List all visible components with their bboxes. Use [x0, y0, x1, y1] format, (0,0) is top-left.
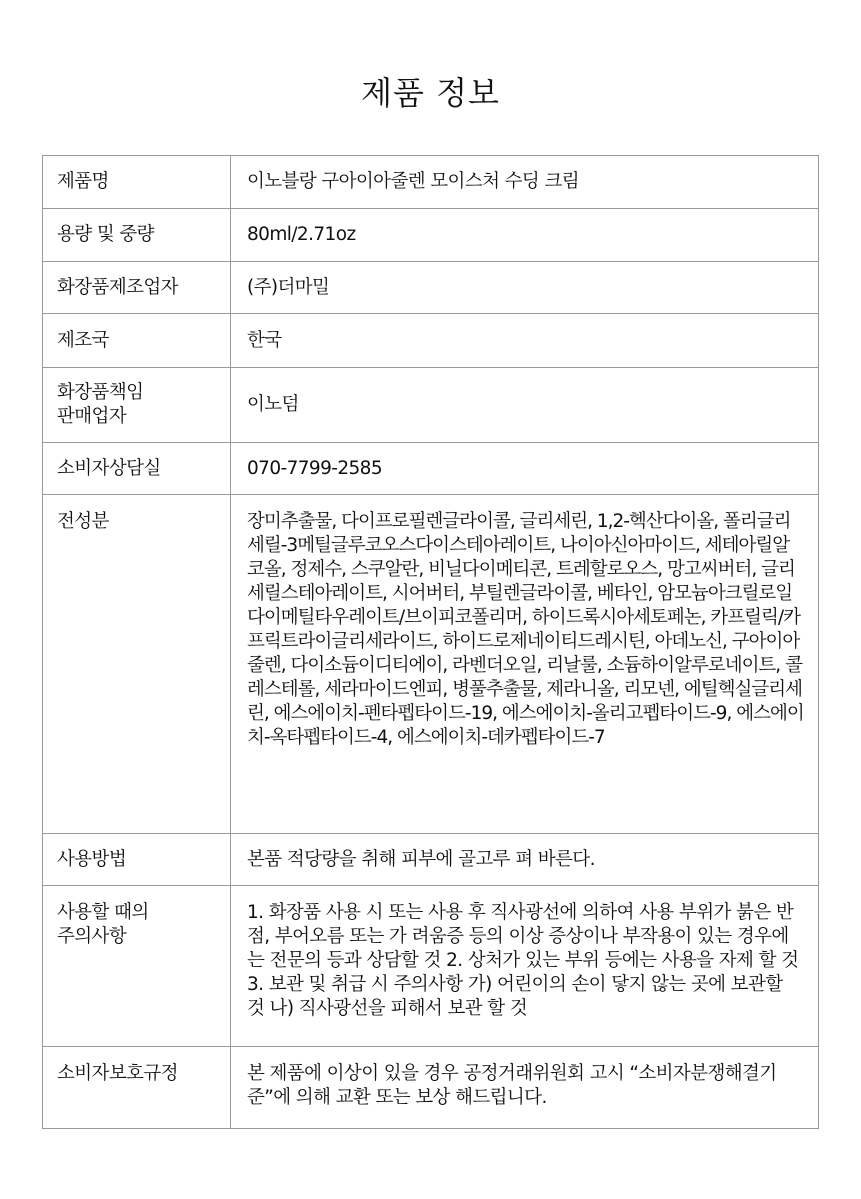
consumer-protection-label: 소비자보호규정: [43, 1047, 231, 1129]
consumer-protection-value: 본 제품에 이상이 있을 경우 공정거래위원회 고시 “소비자분쟁해결기준”에 의해 교환 또는 보상 해드립니다.: [231, 1047, 819, 1129]
product-name-label: 제품명: [43, 156, 231, 209]
country-label: 제조국: [43, 314, 231, 368]
distributor-label: 화장품책임 판매업자: [43, 368, 231, 443]
table-row: [43, 156, 819, 209]
usage-label: 사용방법: [43, 834, 231, 886]
manufacturer-label: 화장품제조업자: [43, 262, 231, 314]
table-row: [43, 1047, 819, 1129]
ingredients-label: 전성분: [43, 495, 231, 834]
table-row: [43, 443, 819, 495]
page-title: 제품 정보: [361, 74, 500, 112]
product-name-value: 이노블랑 구아이아줄렌 모이스처 수딩 크림: [231, 156, 819, 209]
consumer-center-value: 070-7799-2585: [231, 443, 819, 495]
table-row: [43, 262, 819, 314]
caution-value: 1. 화장품 사용 시 또는 사용 후 직사광선에 의하여 사용 부위가 붉은 반점, 부어오름 또는 가 려움증 등의 이상 증상이나 부작용이 있는 경우에는 전문의 등과 상담할 것 2. 상처가 있는 부위 등에는 사용을 자제 할 것 3. 보관 및 취급 시 주의사항 가) 어린이의 손이 닿지 않는 곳에 보관할 것 나) 직사광선을 피해서 보관 할 것: [231, 886, 819, 1047]
table-row: [43, 834, 819, 886]
distributor-value: 이노덤: [231, 368, 819, 443]
usage-value: 본품 적당량을 취해 피부에 골고루 펴 바른다.: [231, 834, 819, 886]
table-row: [43, 209, 819, 262]
table-row: [43, 314, 819, 368]
manufacturer-value: (주)더마밀: [231, 262, 819, 314]
product-info-table: [42, 155, 819, 1129]
ingredients-value: 장미추출물, 다이프로필렌글라이콜, 글리세린, 1,2-헥산다이올, 폴리글리세릴-3메틸글루코오스다이스테아레이트, 나이아신아마이드, 세테아릴알코올, 정제수, 스쿠알란, 비닐다이메티콘, 트레할로오스, 망고씨버터, 글리세릴스테아레이트, 시어버터, 부틸렌글라이콜, 베타인, 암모늄아크릴로일다이메틸타우레이트/브이피코폴리머, 하이드록시아세토페논, 카프릴릭/카프릭트라이글리세라이드, 하이드로제네이티드레시틴, 아데노신, 구아이아줄렌, 다이소듐이디티에이, 라벤더오일, 리날룰, 소듐하이알루로네이트, 콜레스테롤, 세라마이드엔피, 병풀추출물, 제라니올, 리모넨, 에틸헥실글리세린, 에스에이치-펜타펩타이드-19, 에스에이치-올리고펩타이드-9, 에스에이치-옥타펩타이드-4, 에스에이치-데카펩타이드-7: [231, 495, 819, 834]
caution-label: 사용할 때의 주의사항: [43, 886, 231, 1047]
consumer-center-label: 소비자상담실: [43, 443, 231, 495]
volume-weight-label: 용량 및 중량: [43, 209, 231, 262]
table-row: [43, 368, 819, 443]
volume-weight-value: 80ml/2.71oz: [231, 209, 819, 262]
table-row: [43, 495, 819, 834]
table-row: [43, 886, 819, 1047]
country-value: 한국: [231, 314, 819, 368]
